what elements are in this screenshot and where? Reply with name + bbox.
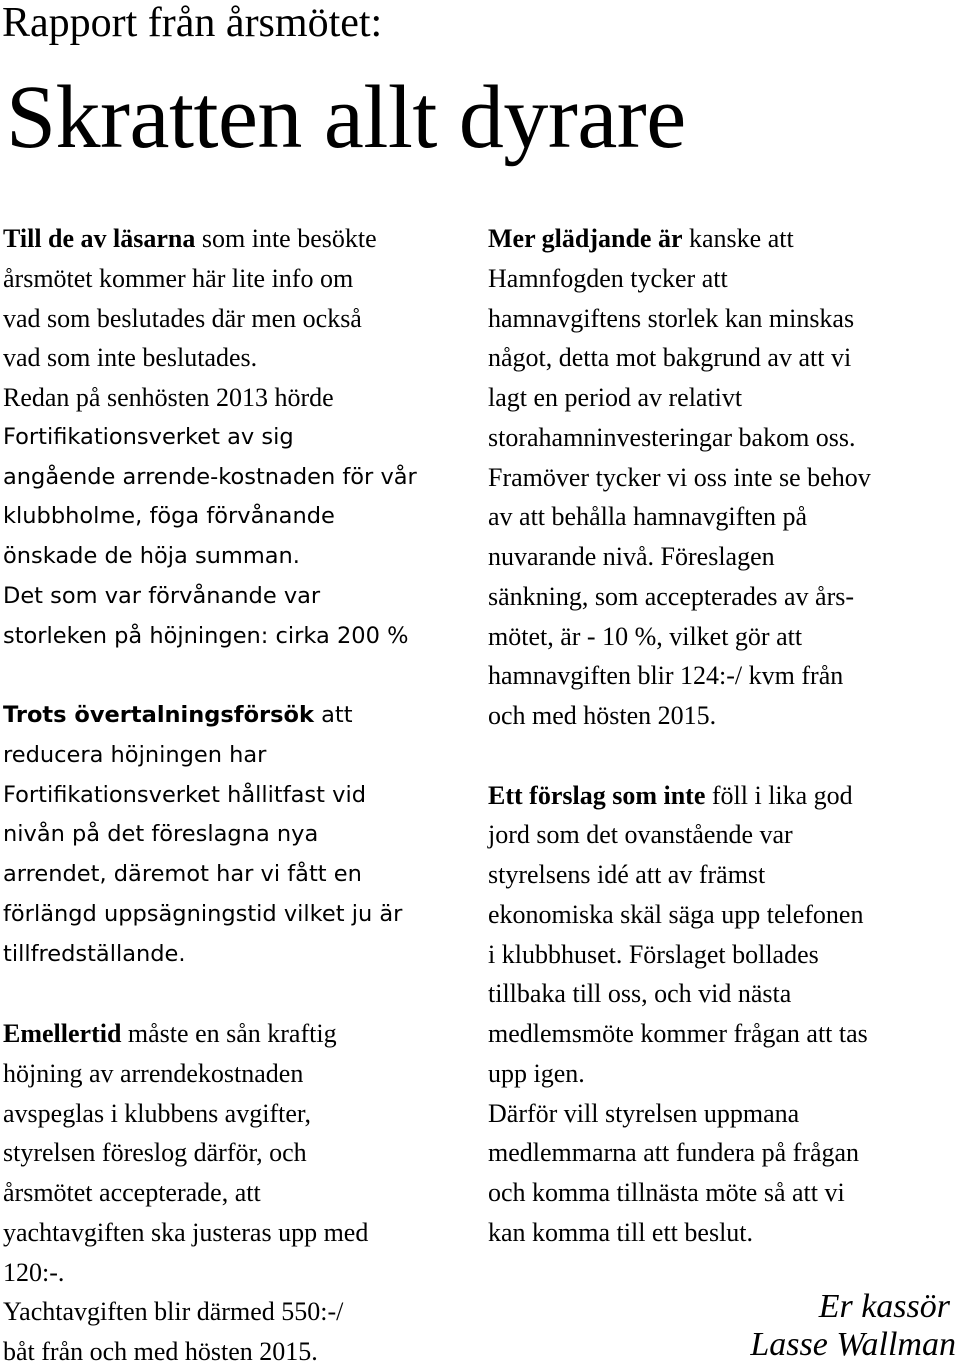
bold-lead: Till de av läsarna <box>3 224 196 253</box>
line-text: vad som inte beslutades. <box>3 343 258 373</box>
line-text: lagt en period av relativt <box>488 383 743 412</box>
line-text: Framöver tycker vi oss inte se behov <box>488 462 871 492</box>
text-line <box>3 1332 417 1372</box>
text-line <box>3 259 417 299</box>
line-text: medlemmarna att fundera på frågan <box>488 1138 860 1168</box>
text-line <box>3 776 417 816</box>
text-line <box>488 815 871 855</box>
text-line <box>488 577 871 617</box>
text-line <box>3 855 417 895</box>
line-text: ekonomiska skäl säga upp telefonen <box>488 899 864 929</box>
signature-role: Er kassör <box>818 1288 950 1325</box>
text-line <box>3 974 417 1014</box>
line-text: årsmötet kommer här lite info om <box>3 263 354 293</box>
line-text: medlemsmöte kommer frågan att tas <box>488 1019 868 1048</box>
article-headline: Skratten allt dyrare <box>6 68 686 167</box>
text-line <box>3 1292 417 1332</box>
text-line <box>3 577 417 617</box>
text-line <box>3 1094 417 1134</box>
bold-lead: Emellertid <box>3 1019 122 1048</box>
text-line <box>488 338 871 378</box>
line-text: Hamnfogden tycker att <box>488 263 728 293</box>
line-text: styrelsen föreslog därför, och <box>3 1138 307 1168</box>
bold-lead: Mer glädjande är <box>488 224 683 253</box>
line-text: nuvarande nivå. Föreslagen <box>488 542 775 571</box>
text-line <box>488 418 871 458</box>
text-line <box>488 1094 871 1134</box>
line-text: föll i lika god <box>705 780 853 810</box>
text-line <box>3 338 417 378</box>
line-text: styrelsens idé att av främst <box>488 860 766 889</box>
text-line <box>3 1133 417 1173</box>
line-text: vad som beslutades där men också <box>3 303 362 333</box>
text-line <box>3 1014 417 1054</box>
line-text: måste en sån kraftig <box>121 1019 337 1048</box>
text-line <box>3 696 417 736</box>
line-text: upp igen. <box>488 1058 585 1088</box>
line-text: som inte besökte <box>195 224 377 253</box>
text-line <box>488 736 871 776</box>
left-column <box>3 219 417 1372</box>
text-line <box>488 378 871 418</box>
text-line <box>488 974 871 1014</box>
line-text: Därför vill styrelsen uppmana <box>488 1098 800 1128</box>
line-text: klubbholme, föga förvånande <box>3 503 335 530</box>
text-line <box>488 458 871 498</box>
text-line <box>3 656 417 696</box>
text-line <box>3 935 417 975</box>
text-line <box>3 537 417 577</box>
line-text: i klubbhuset. Förslaget bollades <box>488 939 819 969</box>
line-text: Redan på senhösten 2013 hörde <box>3 383 334 412</box>
text-line <box>488 1173 871 1213</box>
line-text: hamnavgiften blir 124:-/ kvm från <box>488 661 844 691</box>
line-text: Det som var förvånande var <box>3 582 321 609</box>
text-line <box>488 299 871 339</box>
text-line <box>3 418 417 458</box>
line-text: arrendet, däremot har vi fått en <box>3 861 362 887</box>
line-text: 120:-. <box>3 1257 65 1287</box>
line-text: Fortifikationsverket av sig <box>3 423 294 450</box>
right-column <box>488 219 871 1253</box>
text-line <box>488 259 871 299</box>
line-text: och komma tillnästa möte så att vi <box>488 1178 845 1207</box>
text-line <box>3 299 417 339</box>
text-line <box>3 497 417 537</box>
line-text: något, detta mot bakgrund av att vi <box>488 343 852 373</box>
line-text: tillbaka till oss, och vid nästa <box>488 979 792 1009</box>
line-text: avspeglas i klubbens avgifter, <box>3 1098 311 1128</box>
bold-lead: Ett förslag som inte <box>488 780 706 810</box>
line-text: storleken på höjningen: cirka 200 % <box>3 622 409 649</box>
article-kicker: Rapport från årsmötet: <box>2 0 383 46</box>
line-text: angående arrende-kostnaden för vår <box>3 463 417 490</box>
line-text: kanske att <box>682 224 794 253</box>
text-line <box>488 1213 871 1253</box>
signature-name: Lasse Wallman <box>750 1326 956 1363</box>
line-text: att <box>313 702 353 728</box>
text-line <box>488 617 871 657</box>
line-text: kan komma till ett beslut. <box>488 1217 754 1247</box>
text-line <box>3 895 417 935</box>
line-text: sänkning, som accepterades av års- <box>488 581 855 611</box>
text-line <box>488 1014 871 1054</box>
line-text: storahamninvesteringar bakom oss. <box>488 422 856 452</box>
line-text: jord som det ovanstående var <box>488 820 793 850</box>
text-line <box>3 1173 417 1213</box>
text-line <box>488 497 871 537</box>
text-line <box>488 895 871 935</box>
text-line <box>3 815 417 855</box>
text-line <box>3 1213 417 1253</box>
text-line <box>488 696 871 736</box>
text-line <box>3 617 417 657</box>
text-line <box>3 458 417 498</box>
line-text: tillfredställande. <box>3 940 186 967</box>
line-text: båt från och med hösten 2015. <box>3 1337 318 1366</box>
line-text: yachtavgiften ska justeras upp med <box>3 1217 369 1247</box>
line-text: Yachtavgiften blir därmed 550:-/ <box>3 1297 344 1327</box>
line-text: nivån på det föreslagna nya <box>3 821 319 848</box>
line-text: hamnavgiftens storlek kan minskas <box>488 303 855 333</box>
text-line <box>3 1253 417 1293</box>
text-line <box>488 1054 871 1094</box>
text-line <box>488 219 871 259</box>
text-line <box>3 219 417 259</box>
line-text: reducera höjningen har <box>3 741 267 768</box>
line-text: årsmötet accepterade, att <box>3 1178 261 1207</box>
text-line <box>488 855 871 895</box>
text-line <box>488 1133 871 1173</box>
text-line <box>488 935 871 975</box>
line-text: och med hösten 2015. <box>488 701 717 730</box>
line-text: önskade de höja summan. <box>3 543 300 569</box>
text-line <box>3 1054 417 1094</box>
line-text: Fortifikationsverket hållitfast vid <box>3 781 366 808</box>
line-text: mötet, är - 10 %, vilket gör att <box>488 621 803 651</box>
text-line <box>488 776 871 816</box>
text-line <box>3 378 417 418</box>
line-text: höjning av arrendekostnaden <box>3 1058 304 1088</box>
text-line <box>488 537 871 577</box>
text-line <box>3 736 417 776</box>
line-text: av att behålla hamnavgiften på <box>488 502 808 532</box>
text-line <box>488 656 871 696</box>
line-text: förlängd uppsägningstid vilket ju är <box>3 900 403 927</box>
bold-lead: Trots övertalningsförsök <box>3 702 314 728</box>
